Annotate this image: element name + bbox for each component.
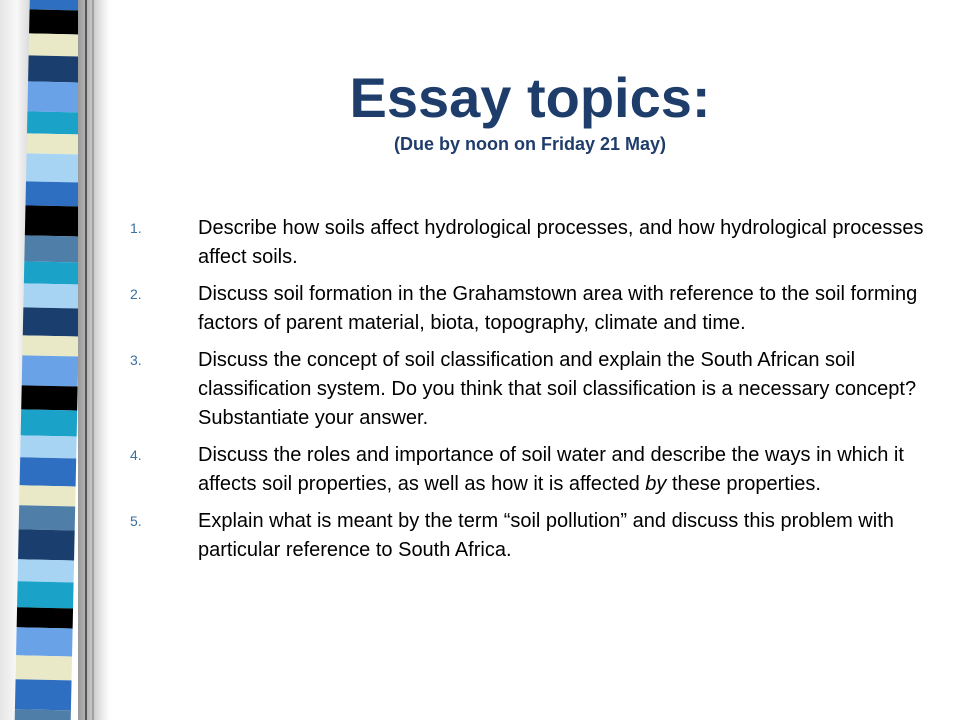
stripe-segment xyxy=(25,181,81,206)
stripe-segment xyxy=(20,435,76,458)
stripe-segment xyxy=(16,655,72,680)
stripe-segment xyxy=(19,485,75,506)
essay-topic-list xyxy=(130,214,930,573)
stripe-segment xyxy=(21,409,78,436)
stripe-segment xyxy=(15,679,72,710)
stripe-segment xyxy=(17,607,73,628)
stripe-segment xyxy=(22,355,79,386)
slide-subtitle: (Due by noon on Friday 21 May) xyxy=(393,134,667,154)
topic-text-part: these properties. xyxy=(666,473,821,495)
stripe-segment xyxy=(16,627,73,656)
stripe-segment xyxy=(18,559,74,582)
stripe-segment xyxy=(18,529,75,560)
vertical-rule-lines xyxy=(82,0,108,720)
topic-text-part: Discuss the roles and importance of soil water and describe the ways in which it affects soil properties, as well as how it is affected xyxy=(198,444,904,495)
stripe-segment xyxy=(24,261,80,284)
stripe-segment xyxy=(20,457,77,486)
topic-number: 1. xyxy=(130,220,142,236)
topic-item xyxy=(130,441,930,499)
topic-number: 3. xyxy=(130,352,142,368)
topic-item xyxy=(130,280,930,338)
topic-text: Discuss the concept of soil classification and explain the South African soil classification system. Do you think that soil classification is a necessary concept? Substantiate your answer. xyxy=(198,349,917,429)
stripe-segment xyxy=(23,307,80,336)
stripe-segment xyxy=(27,133,83,154)
topic-item xyxy=(130,346,930,433)
stripe-segment xyxy=(27,81,84,112)
stripe-segment xyxy=(19,505,75,530)
topic-item xyxy=(130,214,930,272)
stripe-segment xyxy=(26,153,83,182)
stripe-segment xyxy=(24,235,81,262)
stripe-segment xyxy=(27,111,83,134)
stripe-segment xyxy=(14,709,70,720)
topic-number: 4. xyxy=(130,447,142,463)
topic-text: Explain what is meant by the term “soil pollution” and discuss this problem with particular reference to South Africa. xyxy=(198,510,894,561)
topic-number: 5. xyxy=(130,513,142,529)
stripe-segment xyxy=(29,33,85,56)
stripe-segment xyxy=(17,581,74,608)
stripe-segment xyxy=(25,205,82,236)
topic-number: 2. xyxy=(130,286,142,302)
topic-item xyxy=(130,507,930,565)
topic-text-emphasis: by xyxy=(645,473,667,495)
slide-title: Essay topics: xyxy=(349,66,711,129)
stripe-segment xyxy=(23,283,79,308)
topic-text xyxy=(198,441,930,499)
stripe-segment xyxy=(28,55,85,82)
stripe-segment xyxy=(21,385,77,410)
topic-text: Discuss soil formation in the Grahamstown area with reference to the soil forming factors of parent material, biota, topography, climate and time. xyxy=(198,283,918,334)
topic-text: Describe how soils affect hydrological processes, and how hydrological processes affect soils. xyxy=(198,217,924,268)
stripe-segment xyxy=(22,335,78,356)
